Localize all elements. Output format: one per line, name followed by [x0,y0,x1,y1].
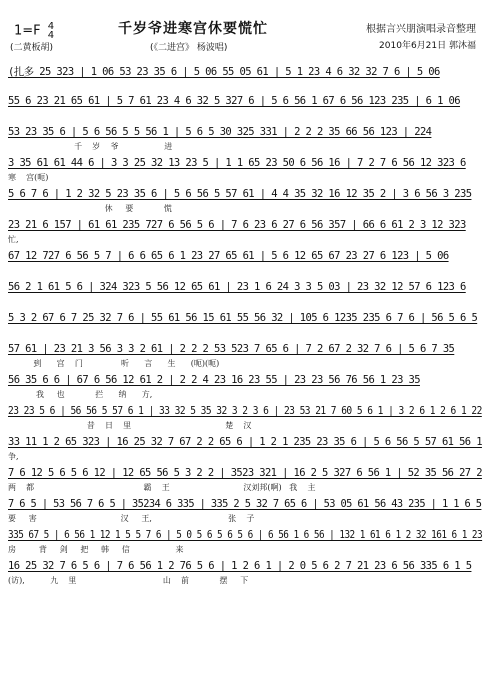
score-row [8,215,484,246]
lyric-line: 忙, [8,235,19,244]
score-row [8,122,484,153]
score-row [8,370,484,401]
score-row [8,91,484,122]
notation-line: 335 67 5 | 6 56 1 12 1 5 5 7 6 | 5 0 5 6 5 6 5 6 | 6 56 1 6 56 | 132 1 61 6 1 2 32 161 6 1 23 [8,529,483,541]
score-row [8,339,484,370]
notation-line: (扎多 25 323 | 1 06 53 23 35 6 | 5 06 55 05 61 | 5 1 23 4 6 32 32 7 6 | 5 06 [8,66,440,78]
notation-line: 7 6 5 | 53 56 7 6 5 | 35234 6 335 | 335 2 5 32 7 65 6 | 53 05 61 56 43 235 | 1 1 6 5 [8,498,482,510]
lyric-line: (访), 九 里 山 前 摆 下 [8,576,249,585]
lyric-line: 休 要 慌 [8,204,172,213]
notation-line: 16 25 32 7 6 5 6 | 7 6 56 1 2 76 5 6 | 1 2 6 1 | 2 0 5 6 2 7 21 23 6 56 335 6 1 5 [8,560,472,572]
score-row [8,401,484,432]
source-note: 根据言兴朋演唱录音整理 [366,24,476,35]
score-row [8,494,484,525]
notation-line: 5 3 2 67 6 7 25 32 7 6 | 55 61 56 15 61 55 56 32 | 105 6 1235 235 6 7 6 | 56 5 6 5 [8,312,478,324]
lyric-line: 要 害 汉 王, 张 子 [8,514,255,523]
time-top: 4 [47,21,55,32]
lyric-line: 房 背 剑 把 韩 信 来 [8,545,184,554]
notation-line: 53 23 35 6 | 5 6 56 5 5 56 1 | 5 6 5 30 325 331 | 2 2 2 35 66 56 123 | 224 [8,126,432,138]
notation-line: 23 21 6 157 | 61 61 235 727 6 56 5 6 | 7 6 23 6 27 6 56 357 | 66 6 61 2 3 12 323 [8,219,466,231]
notation-line: 33 11 1 2 65 323 | 16 25 32 7 67 2 2 65 6 | 1 2 1 235 23 35 6 | 5 6 56 5 57 61 56 1 [8,436,482,448]
lyric-line: 昔 日 里 楚 汉 [8,421,252,430]
lyric-line: 到 宫 门 听 言 生 (呃)(呃) [8,359,220,368]
page-title: 千岁爷进寒宫休要慌忙 [118,21,268,37]
notation-line: 56 35 6 6 | 67 6 56 12 61 2 | 2 2 4 23 16 23 55 | 23 23 56 76 56 1 23 35 [8,374,420,386]
notation-line: 5 6 7 6 | 1 2 32 5 23 35 6 | 5 6 56 5 57 61 | 4 4 35 32 16 12 35 2 | 3 6 56 3 235 [8,188,472,200]
notation-line: 56 2 1 61 5 6 | 324 323 5 56 12 65 61 | 23 1 6 24 3 3 5 03 | 23 32 12 57 6 123 6 [8,281,466,293]
score-row [8,153,484,184]
score-row [8,184,484,215]
date-note: 2010年6月21日 郭沐福 [379,41,476,51]
lyric-line: 争, [8,452,19,461]
score-header [0,0,490,58]
score-row [8,432,484,463]
page-subtitle: (《二进宫》 杨波唱) [150,43,228,53]
notation-line: 67 12 727 6 56 5 7 | 6 6 65 6 1 23 27 65 61 | 5 6 12 65 67 23 27 6 123 | 5 06 [8,250,449,262]
score-row [8,246,484,277]
time-signature [48,22,54,40]
lyric-line: 千 岁 爷 进 [8,142,173,151]
score-row [8,308,484,339]
score-row [8,60,484,91]
notation-line: 55 6 23 21 65 61 | 5 7 61 23 4 6 32 5 327 6 | 5 6 56 1 67 6 56 123 235 | 6 1 06 [8,95,461,107]
key-signature [14,22,54,40]
score-body [8,60,484,587]
notation-line: 57 61 | 23 21 3 56 3 3 2 61 | 2 2 2 53 523 7 65 6 | 7 2 67 2 32 7 6 | 5 6 7 35 [8,343,455,355]
notation-line: 23 23 5 6 | 56 56 5 57 6 1 | 33 32 5 35 32 3 2 3 6 | 23 53 21 7 60 5 6 1 | 3 2 6 1 2 6 1 22 [8,405,482,417]
instrument-label: (二黄板胡) [10,43,54,53]
lyric-line: 寒 宫(呃) [8,173,49,182]
key-text: 1=F [14,23,41,39]
score-row [8,277,484,308]
score-row [8,463,484,494]
notation-line: 3 35 61 61 44 6 | 3 3 25 32 13 23 5 | 1 1 65 23 50 6 56 16 | 7 2 7 6 56 12 323 6 [8,157,466,169]
time-bottom: 4 [47,30,55,41]
score-row [8,525,484,556]
lyric-line: 两 都 霸 王 汉刘邦(啊) 我 主 [8,483,316,492]
score-row [8,556,484,587]
lyric-line: 我 也 拦 纳 方, [8,390,153,399]
notation-line: 7 6 12 5 6 5 6 12 | 12 65 56 5 3 2 2 | 3523 321 | 16 2 5 327 6 56 1 | 52 35 56 27 2 [8,467,482,479]
